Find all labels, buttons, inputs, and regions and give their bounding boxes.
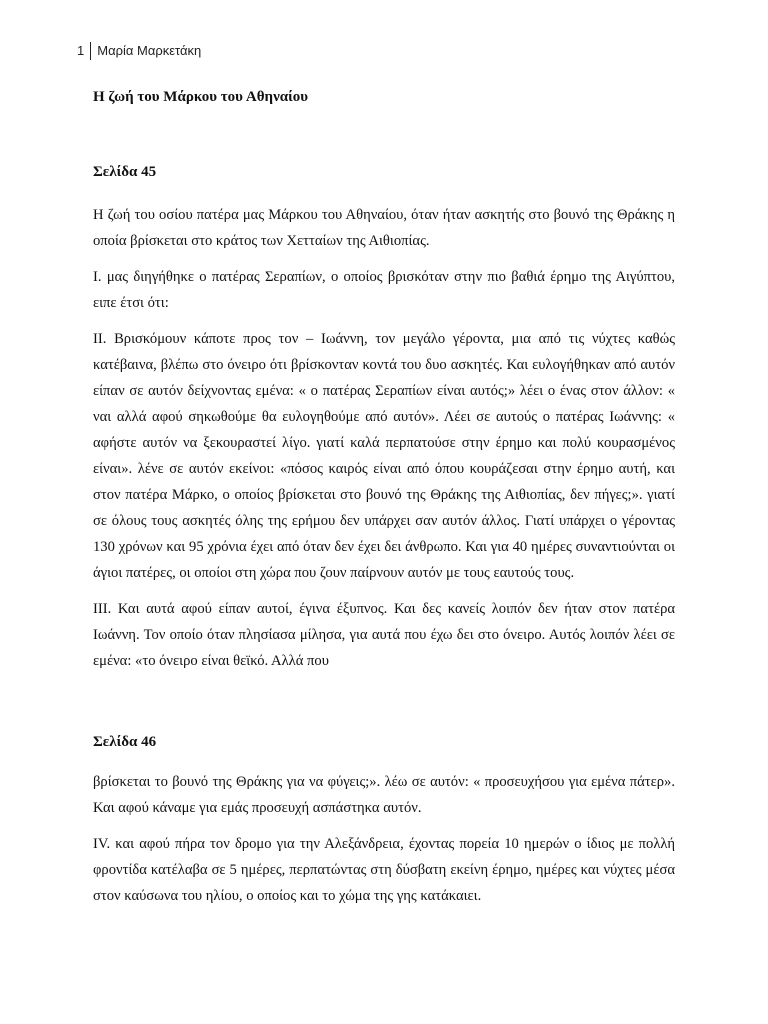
paragraph-continuation: βρίσκεται το βουνό της Θράκης για να φύγεις;». λέω σε αυτόν: « προσευχήσου για εμένα πάτερ». Και αφού κάναμε για εμάς προσευχή ασπάστηκα αυτόν. (93, 774, 675, 816)
header-divider (90, 42, 91, 60)
paragraph-ii: II. Βρισκόμουν κάποτε προς τον – Ιωάννη, τον μεγάλο γέροντα, μια από τις νύχτες καθώς κατέβαινα, βλέπω στο όνειρο ότι βρίσκονταν κοντά του δυο ασκητές. Και ευλογήθηκαν από αυτόν είπαν σε αυτόν δείχνοντας εμένα: « ο πατέρας Σεραπίων είναι αυτός;» λέει ο ένας στον άλλον: « ναι αλλά αφού σηκωθούμε θα ευλογηθούμε από αυτόν». Λέει σε αυτούς ο πατέρας Ιωάννης: « αφήστε αυτόν να ξεκουραστεί λίγο. γιατί καλά περπατούσε στην έρημο και πολύ κουρασμένος είναι». λένε σε αυτόν εκείνοι: «πόσος καιρός είναι από όπου κουράζεσαι στην έρημο αυτή, και στον πατέρα Μάρκο, ο οποίος βρίσκεται στο βουνό της Θράκης της Αιθιοπίας, δεν πήγες;». γιατί σε όλους τους ασκητές όλης της ερήμου δεν υπάρχει σαν αυτόν άλλος. Γιατί υπάρχει ο γέροντας 130 χρόνων και 95 χρόνια έχει από όταν δεν έχει δει άνθρωπο. Και για 40 ημέρες συναντιούνται οι άγιοι πατέρες, οι οποίοι στη χώρα που ζουν παίρνουν αυτόν με τους εαυτούς τους. (93, 331, 675, 581)
paragraph-iv: IV. και αφού πήρα τον δρομο για την Αλεξάνδρεια, έχοντας πορεία 10 ημερών ο ίδιος με πολλή φροντίδα κατέλαβα σε 5 ημέρες, περπατώντας στη δύσβατη εκείνη έρημο, ημέρες και νύχτες μέσα στον καύσωνα του ηλίου, ο οποίος και το χώμα της γης κατάκαιει. (93, 836, 675, 904)
paragraph-intro: Η ζωή του οσίου πατέρα μας Μάρκου του Αθηναίου, όταν ήταν ασκητής στο βουνό της Θράκης η οποία βρίσκεται στο κράτος των Χετταίων της Αιθιοπίας. (93, 207, 675, 249)
document-body (93, 86, 675, 909)
page-header (77, 42, 201, 60)
section-heading-page-46: Σελίδα 46 (93, 734, 157, 750)
document-title: Η ζωή του Μάρκου του Αθηναίου (93, 89, 309, 105)
paragraph-iii: III. Και αυτά αφού είπαν αυτοί, έγινα έξυπνος. Και δες κανείς λοιπόν δεν ήταν στον πατέρα Ιωάννη. Τον οποίο όταν πλησίασα μίλησα, για αυτά που έχω δει στο όνειρο. Αυτός λοιπόν λέει σε εμένα: «το όνειρο είναι θεϊκό. Αλλά που (93, 601, 675, 669)
header-author: Μαρία Μαρκετάκη (97, 43, 202, 58)
section-heading-page-45: Σελίδα 45 (93, 164, 157, 180)
paragraph-i: I. μας διηγήθηκε ο πατέρας Σεραπίων, ο οποίος βρισκόταν στην πιο βαθιά έρημο της Αιγύπτου, ειπε έτσι ότι: (93, 269, 675, 311)
page-number: 1 (77, 43, 85, 58)
